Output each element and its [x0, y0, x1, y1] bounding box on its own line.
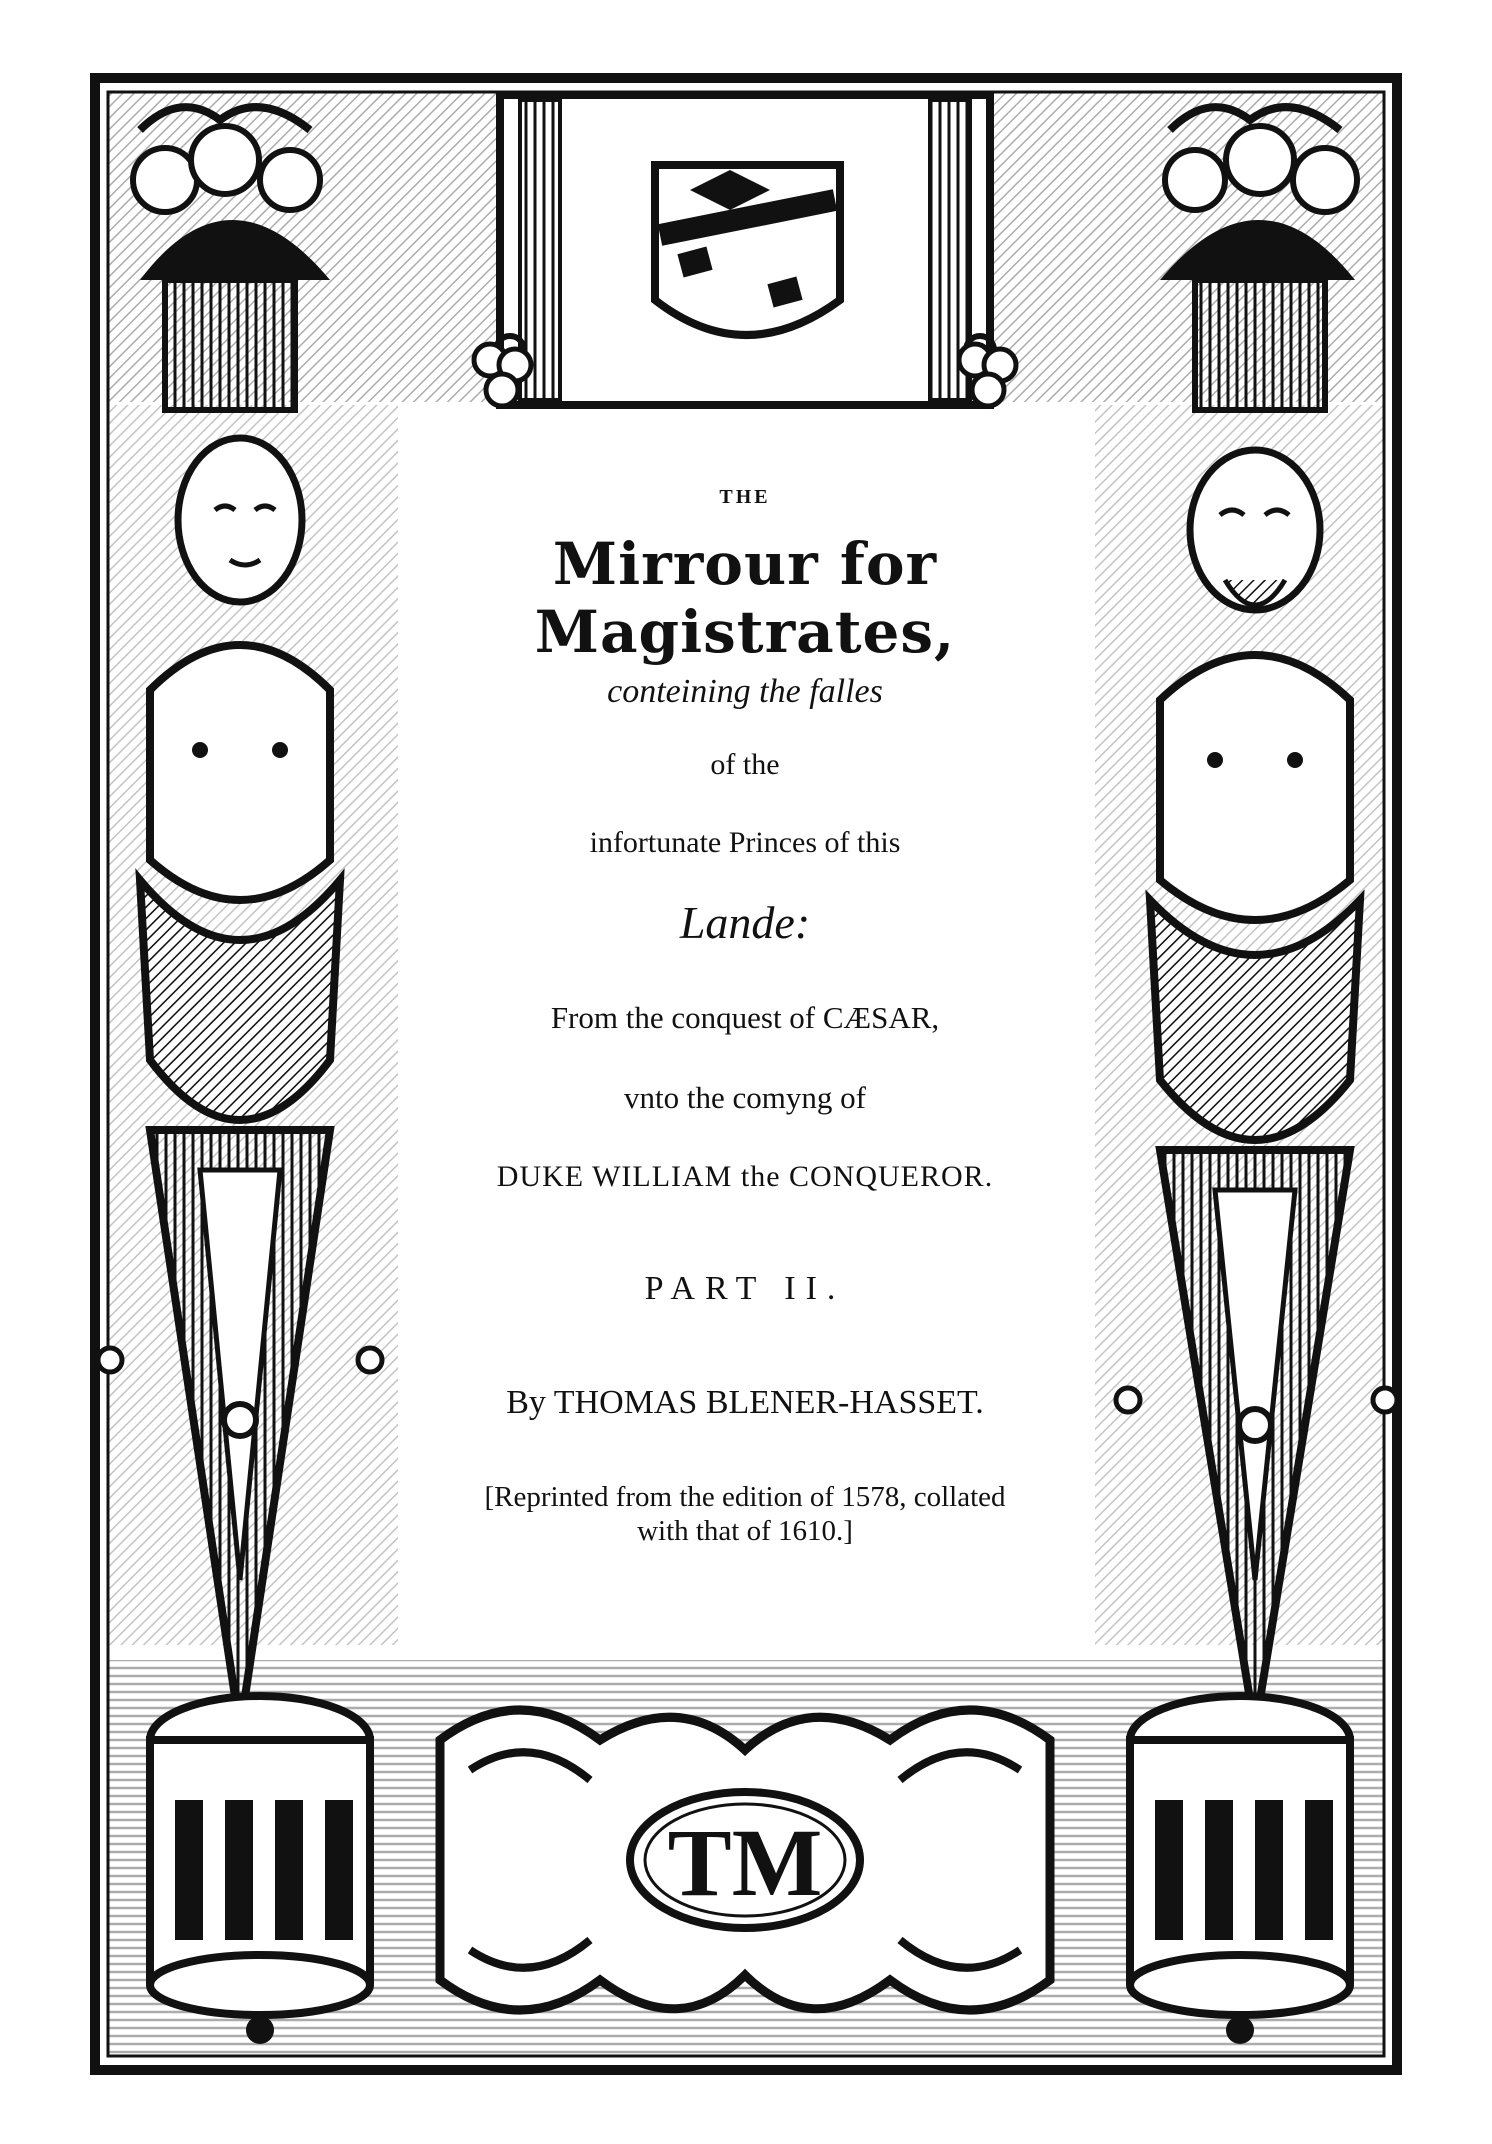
- subtitle-lande: Lande:: [679, 897, 811, 948]
- left-pedestal: [150, 1696, 370, 2044]
- monogram-text: TM: [667, 1809, 823, 1916]
- reprint-note: [400, 1480, 1090, 1548]
- subtitle-of-the: of the: [710, 748, 780, 781]
- right-pedestal: [1130, 1696, 1350, 2044]
- monogram-cartouche: [440, 1710, 1050, 2010]
- subtitle-conteining: conteining the falles: [607, 673, 883, 710]
- title-text-panel: [400, 418, 1090, 1650]
- subtitle-duke-william: DUKE WILLIAM the CONQUEROR.: [496, 1160, 994, 1193]
- subtitle-from-caesar: From the conquest of CÆSAR,: [550, 1000, 940, 1035]
- reprint-line-2: with that of 1610.]: [637, 1515, 853, 1547]
- title-article: THE: [719, 486, 771, 508]
- right-male-caryatid: [1095, 405, 1397, 1730]
- left-female-caryatid: [98, 405, 398, 1730]
- subtitle-vnto: vnto the comyng of: [624, 1080, 866, 1115]
- coat-of-arms-shield: [496, 95, 994, 405]
- author-line: By THOMAS BLENER-HASSET.: [506, 1384, 984, 1421]
- book-title: Mirrour for Magistrates,: [534, 530, 956, 666]
- subtitle-princes: infortunate Princes of this: [589, 826, 901, 859]
- part-number: PART II.: [644, 1270, 846, 1307]
- reprint-line-1: [Reprinted from the edition of 1578, collated: [484, 1481, 1006, 1513]
